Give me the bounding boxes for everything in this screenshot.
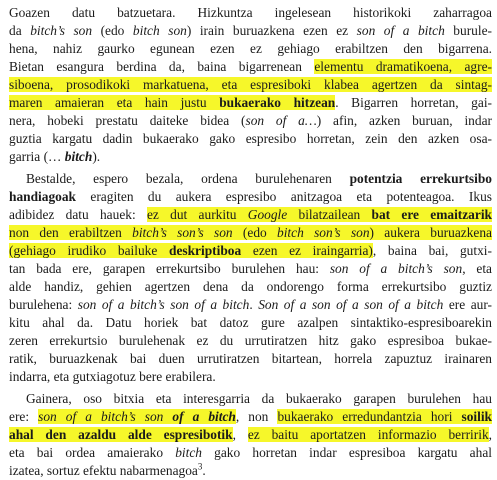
text-run: handiagoak [9, 189, 76, 204]
text-run: kitu ahal da. Datu horiek bat datoz gure azalpen sintaktiko-espresiboarekin [9, 315, 492, 330]
highlighted-text: (gehiago irudiko bailuke [9, 243, 169, 258]
text-run: ) irain buruazkena ezen ez [186, 23, 357, 38]
text-run: , non [235, 409, 278, 424]
text-run: , [488, 427, 492, 442]
text-run: eta bai ordea amaierako [9, 445, 176, 460]
highlighted-text: maren amaieran eta hain justu [9, 95, 220, 110]
text-line [9, 75, 492, 94]
text-run: guztia kargatu dadin bukaerako gako espresibo horretan, zein den azken osa- [9, 131, 492, 146]
text-run: hena, nahiz gaurko egunean ezen ez gehiago erabiltzen den bigarrena. [9, 41, 492, 56]
text-line [9, 407, 492, 426]
text-line [9, 349, 492, 368]
text-run: burule- [444, 23, 492, 38]
highlighted-text: Google [247, 207, 288, 222]
highlighted-text: elementu dramatikoena, agre- [314, 59, 492, 74]
highlighted-text: ez baitu aportatzen informazio berririk [247, 427, 489, 442]
highlighted-text: bat ere emaitzarik [371, 207, 492, 222]
text-line [9, 331, 492, 350]
text-run: son of a bitch’s son [329, 261, 463, 276]
text-line [9, 187, 492, 206]
text-line [9, 57, 492, 76]
highlighted-text: ez dut aurkitu [146, 207, 248, 222]
text-run: , baina bai, gutxi- [372, 243, 492, 258]
highlighted-text: (edo [232, 225, 278, 240]
text-run: , eta [462, 261, 492, 276]
text-line [9, 205, 492, 224]
highlighted-text: ) aukera buruazkena [369, 225, 493, 240]
text-line [9, 443, 492, 462]
text-line [9, 129, 492, 148]
text-run: Son of a son of a son of a bitch [258, 297, 444, 312]
text-run: bitch son [132, 23, 187, 38]
highlighted-text: son of a bitch’s son [38, 409, 173, 424]
text-run: ) afin, azken buruan, indar [316, 113, 492, 128]
text-run: ere aur- [443, 297, 492, 312]
text-run: . [202, 463, 206, 478]
text-line [9, 461, 492, 480]
text-line [9, 111, 492, 130]
text-run: burulehena: [9, 297, 78, 312]
text-line [9, 241, 492, 260]
text-run: tan bada ere, garapen errekurtsibo burulehen hau: [9, 261, 330, 276]
highlighted-text: bitch’s son’s son [132, 225, 233, 240]
text-line [9, 21, 492, 40]
text-run: bitch’s son [30, 23, 93, 38]
text-run: Gainera, oso bitxia eta interesgarria da bukaerako garapen burulehen hau [26, 391, 492, 406]
text-run: Goazen datu batzuetara. Hizkuntza ingelesean historikoki zaharragoa [9, 5, 492, 20]
text-line [9, 367, 492, 386]
text-run: son of a… [245, 113, 317, 128]
highlighted-text: bukaerako hitzean [219, 95, 336, 110]
text-run: garria (… [9, 149, 65, 164]
text-run: ere: [9, 409, 39, 424]
text-run: gako horretan indar espresiboa kargatu ahal [201, 445, 492, 460]
text-run: izatea, sortuz efektu nabarmenagoa [9, 463, 198, 478]
text-run: , [232, 427, 248, 442]
highlighted-text: non den erabiltzen [9, 225, 133, 240]
highlighted-text: deskriptiboa [169, 243, 242, 258]
text-run: da [9, 23, 31, 38]
footnote-marker: 3 [197, 461, 203, 472]
text-line [9, 277, 492, 296]
text-run: ). [92, 149, 101, 164]
highlighted-text: bilatzailean [287, 207, 372, 222]
text-line [26, 169, 492, 188]
highlighted-text: ezen ez iraingarria) [241, 243, 373, 258]
text-run: bitch [175, 445, 202, 460]
highlighted-text: soilik [461, 409, 492, 424]
text-run: ratik, buruazkenak bai duen urrutiratzen bitartean, horrela zapuztuz irainaren [9, 351, 492, 366]
text-run: son of a bitch’s son of a bitch [77, 297, 250, 312]
text-run: son of a bitch [356, 23, 445, 38]
text-line [9, 223, 492, 242]
text-line [9, 93, 492, 112]
text-line [9, 147, 492, 166]
text-run: alde handiz, gehien agertzen dena da ondorengo forma errekurtsibo guztiz [9, 279, 492, 294]
text-run: zeren errekurtsio burulehenak ez du urrutiratzen hitz gako espresiboa bukae- [9, 333, 492, 348]
text-run: potentzia errekurtsibo [349, 171, 492, 186]
text-run: . [249, 297, 259, 312]
text-line [9, 425, 492, 444]
text-run: eragiten du aukera espresibo anitzagoa eta potenteagoa. Ikus [76, 189, 492, 204]
text-run: bitch [64, 149, 93, 164]
text-line [9, 39, 492, 58]
text-run: nera, hobeki prestatu daiteke bidea ( [9, 113, 246, 128]
highlighted-text: bukaerako erredundantzia hori [277, 409, 462, 424]
text-run: (edo [92, 23, 133, 38]
text-line [9, 3, 492, 22]
highlighted-text: ahal den azaldu alde espresibotik [9, 427, 233, 442]
text-line [26, 389, 492, 408]
text-run: Bietan esangura berdina da, baina bigarrenean [9, 59, 315, 74]
text-line [9, 313, 492, 332]
text-run: Bestalde, espero bezala, ordena burulehenaren [26, 171, 350, 186]
highlighted-text: siboena, prosodikoki markatuena, eta espresiboki klabea agertzen da sintag- [9, 77, 492, 92]
highlighted-text: of a bitch [172, 409, 236, 424]
text-run: indarra, eta gutxiagotuz bere erabilera. [9, 369, 216, 384]
text-line [9, 295, 492, 314]
text-run: . Bigarren horretan, gai- [335, 95, 492, 110]
text-run: adibidez datu hauek: [9, 207, 147, 222]
text-line [9, 259, 492, 278]
highlighted-text: bitch son’s son [277, 225, 370, 240]
